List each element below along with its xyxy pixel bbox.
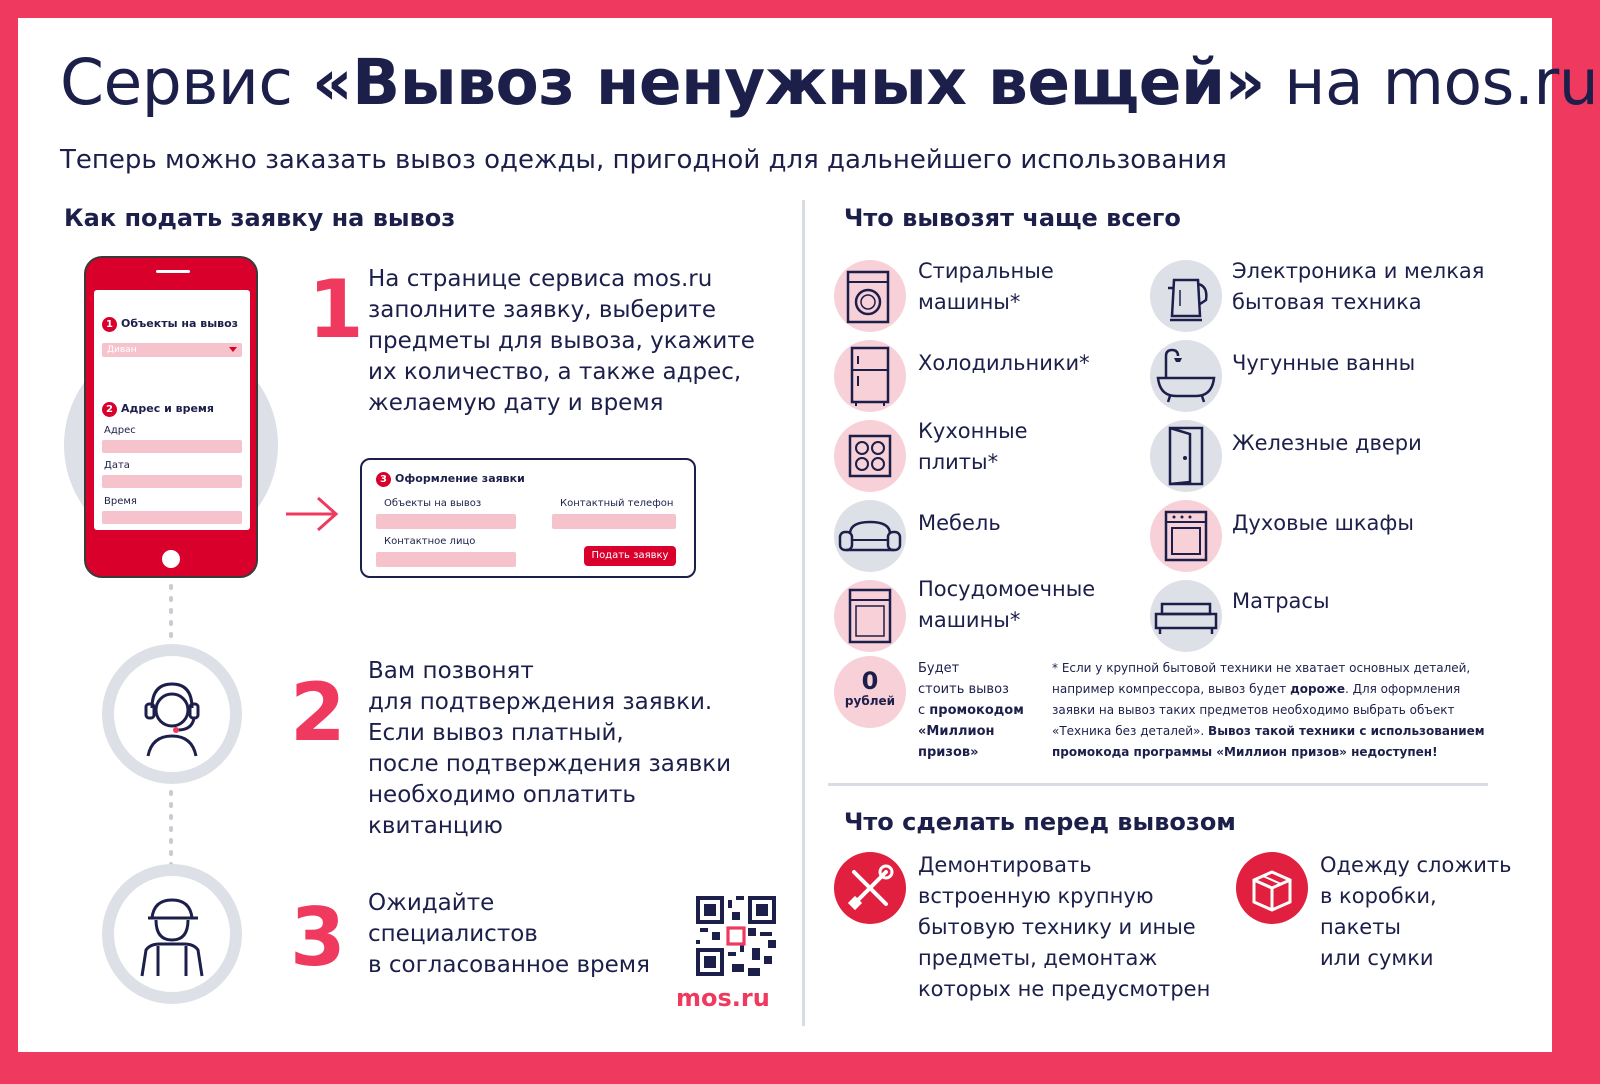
task-line: Одежду сложить [1320,853,1512,877]
worker-icon [114,876,230,992]
infographic-sheet [18,18,1599,1052]
section-label: Объекты на вывоз [121,317,239,330]
oven-circle [1150,500,1222,572]
sofa-circle [834,500,906,572]
item-label [1232,256,1484,318]
bathtub-icon [1150,340,1222,412]
qr-code-icon[interactable] [696,896,776,976]
item-label [1232,348,1415,379]
item-line: бытовая техника [1232,290,1422,314]
item-label [918,348,1090,379]
step-line: необходимо оплатить [368,782,636,808]
footnote-plain: например компрессора, вывоз будет [1052,682,1291,696]
item-line: Стиральные [918,259,1054,283]
step-line: На странице сервиса mos.ru [368,266,713,292]
item-line: Мебель [918,511,1001,535]
worker-circle-inner [114,876,230,992]
how-to-heading: Как подать заявку на вывоз [64,204,456,232]
task-line: предметы, демонтаж [918,946,1158,970]
phone-field[interactable] [552,514,676,529]
item-line: Холодильники* [918,351,1090,375]
footnote-bold: дороже [1290,682,1345,696]
step-line: после подтверждения заявки [368,751,732,777]
footnote [1052,658,1542,763]
phone-label: Контактный телефон [560,498,674,509]
page-subtitle: Теперь можно заказать вывоз одежды, пригодной для дальнейшего использования [60,145,1227,175]
footnote-plain: . Для оформления [1344,682,1461,696]
item-label [918,574,1095,636]
step-line: для подтверждения заявки. [368,689,713,715]
arrow-right-icon [284,494,340,534]
box-icon [1236,852,1308,924]
fridge-icon [834,340,906,412]
footnote-line [1052,721,1542,742]
promo-text [918,658,1058,763]
dishwasher-circle [834,580,906,652]
promo-amount: 0 [861,667,879,695]
time-field[interactable] [102,511,242,524]
item-line: Чугунные ванны [1232,351,1416,375]
dishwasher-icon [834,580,906,652]
step-3-number: 3 [290,891,346,984]
cooktop-circle [834,420,906,492]
section-number-badge: 2 [102,402,117,417]
promo-line: Будет [918,661,960,676]
phone-section-address [102,402,214,417]
date-label: Дата [104,460,130,471]
chevron-down-icon [229,347,237,352]
title-prefix: Сервис [60,46,312,119]
order-card-title [376,472,525,487]
item-line: Железные двери [1232,431,1422,455]
item-label [918,416,1028,478]
task-line: бытовую технику и иные [918,915,1196,939]
washing-machine-circle [834,260,906,332]
promo-badge [834,656,906,728]
item-line: Духовые шкафы [1232,511,1414,535]
task-pack-clothes [1320,850,1512,974]
order-form-card [360,458,696,578]
step-3-text [368,888,668,981]
item-label [918,508,1001,539]
phone-speaker [156,270,190,273]
page-title [60,48,1598,117]
item-line: машины* [918,290,1021,314]
step-line: заполните заявку, выберите [368,297,716,323]
item-line: Матрасы [1232,589,1330,613]
mattress-icon [1150,580,1222,652]
promo-bold: промокодом [929,703,1024,718]
item-line: Электроника и мелкая [1232,259,1485,283]
task-dismantle [918,850,1210,1005]
box-circle [1236,852,1308,924]
title-suffix: на mos.ru [1264,46,1599,119]
order-card-title-text: Оформление заявки [395,472,525,485]
title-bold: «Вывоз ненужных вещей» [311,46,1265,119]
tools-icon [834,852,906,924]
objects-label: Объекты на вывоз [384,498,482,509]
item-label [1232,428,1422,459]
item-line: машины* [918,608,1021,632]
operator-circle-inner [114,656,230,772]
step-line: Ожидайте [368,890,495,916]
door-circle [1150,420,1222,492]
item-label [918,256,1054,318]
time-label: Время [104,496,137,507]
task-line: которых не предусмотрен [918,977,1211,1001]
section-label: Адрес и время [121,402,214,415]
task-line: или сумки [1320,946,1434,970]
step-1-number: 1 [308,263,364,356]
objects-field[interactable] [376,514,516,529]
before-removal-heading: Что сделать перед вывозом [844,808,1236,836]
select-value: Диван [107,345,137,355]
step-line: предметы для вывоза, укажите [368,328,755,354]
date-field[interactable] [102,475,242,488]
objects-select[interactable] [102,343,242,357]
step-line: квитанцию [368,813,503,839]
tools-circle [834,852,906,924]
item-line: Кухонные [918,419,1028,443]
task-line: в коробки, [1320,884,1437,908]
bathtub-circle [1150,340,1222,412]
footnote-line: * Если у крупной бытовой техники не хватает основных деталей, [1052,661,1471,675]
footnote-line: промокода программы «Миллион призов» недоступен! [1052,745,1438,759]
promo-line [918,700,1058,721]
phone-section-objects [102,317,238,332]
step-line: специалистов [368,921,538,947]
mattress-circle [1150,580,1222,652]
promo-currency: рублей [844,694,896,708]
item-line: Посудомоечные [918,577,1096,601]
task-line: пакеты [1320,915,1402,939]
step-line: Вам позвонят [368,658,534,684]
kettle-circle [1150,260,1222,332]
contact-label: Контактное лицо [384,536,476,547]
promo-line: стоить вывоз [918,682,1009,697]
step-line: желаемую дату и время [368,390,664,416]
footnote-plain: «Техника без деталей». [1052,724,1209,738]
sofa-icon [834,500,906,572]
footnote-line [1052,679,1542,700]
brand-mosru[interactable]: mos.ru [676,984,770,1012]
footnote-line: заявки на вывоз таких предметов необходимо выбрать объект [1052,703,1455,717]
phone-home-button [162,550,180,568]
washing-machine-icon [834,260,906,332]
step-line: в согласованное время [368,952,650,978]
oven-icon [1150,500,1222,572]
address-field[interactable] [102,440,242,453]
section-divider [828,783,1488,786]
items-heading: Что вывозят чаще всего [844,204,1181,232]
phone-illustration [84,256,258,578]
door-icon [1150,420,1222,492]
step-2-text [368,656,768,842]
step-2-number: 2 [290,666,346,759]
cooktop-icon [834,420,906,492]
footnote-bold: Вывоз такой техники с использованием [1208,724,1485,738]
promo-line: «Миллион [918,724,995,739]
fridge-circle [834,340,906,412]
step-1-text [368,264,768,419]
step-line: Если вывоз платный, [368,720,624,746]
item-label [1232,508,1414,539]
column-divider [802,200,805,1026]
operator-headset-icon [114,656,230,772]
task-line: Демонтировать [918,853,1092,877]
item-label [1232,586,1330,617]
item-line: плиты* [918,450,999,474]
section-number-badge: 3 [376,472,391,487]
section-number-badge: 1 [102,317,117,332]
contact-field[interactable] [376,552,516,567]
task-line: встроенную крупную [918,884,1154,908]
address-label: Адрес [104,425,136,436]
promo-line: призов» [918,745,979,760]
step-line: их количество, а также адрес, [368,359,742,385]
promo-plain: с [918,703,930,718]
kettle-icon [1150,260,1222,332]
phone-screen [94,290,250,530]
submit-button[interactable]: Подать заявку [584,546,676,566]
